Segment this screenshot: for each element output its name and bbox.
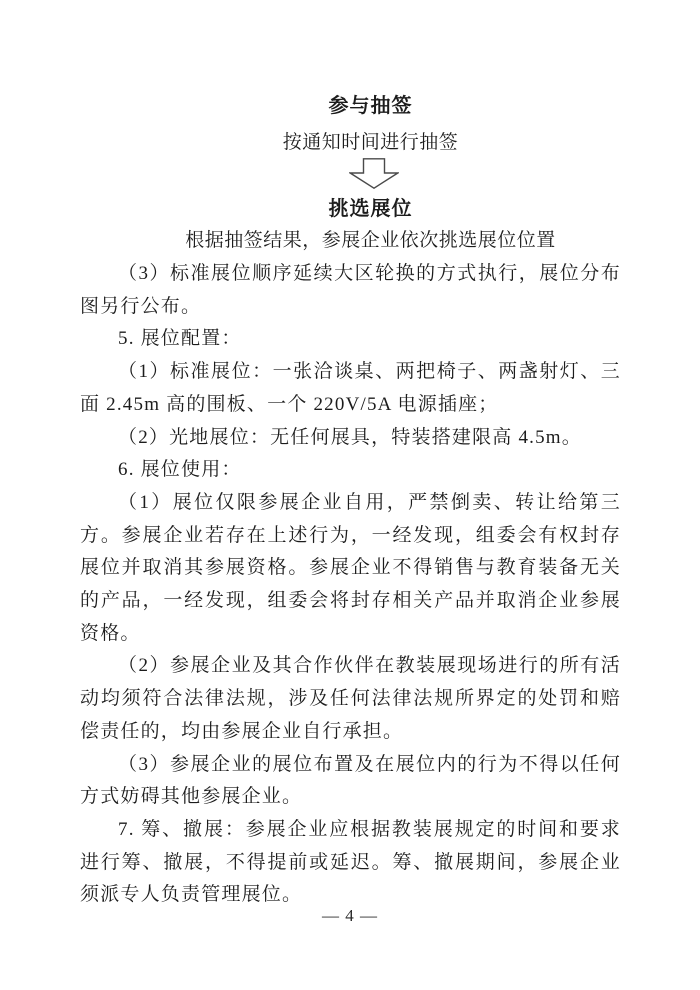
body-paragraph: 7. 筹、撤展：参展企业应根据教装展规定的时间和要求进行筹、撤展，不得提前或延迟。筹、撤展期间，参展企业须派专人负责管理展位。 <box>80 818 621 906</box>
body-paragraph: 6. 展位使用： <box>118 459 242 481</box>
body-paragraph: （1）标准展位：一张洽谈桌、两把椅子、两盏射灯、三面 2.45m 高的围板、一个 220V/5A 电源插座； <box>80 361 621 415</box>
body-paragraph: （3）标准展位顺序延续大区轮换的方式执行，展位分布图另行公布。 <box>80 263 621 317</box>
body-paragraph: （3）参展企业的展位布置及在展位内的行为不得以任何方式妨碍其他参展企业。 <box>80 753 621 808</box>
body-paragraph: 5. 展位配置： <box>118 328 242 350</box>
flow-step-desc-select-booth: 根据抽签结果，参展企业依次挑选展位位置 <box>185 230 556 251</box>
flow-step-title-draw-lots: 参与抽签 <box>328 95 413 117</box>
down-block-arrow-icon <box>349 158 399 189</box>
body-text <box>80 258 621 912</box>
body-paragraph: （2）参展企业及其合作伙伴在教装展现场进行的所有活动均须符合法律法规，涉及任何法律法规所界定的处罚和赔偿责任的，均由参展企业自行承担。 <box>80 655 621 742</box>
page-number: — 4 — <box>322 906 378 925</box>
body-paragraph: （2）光地展位：无任何展具，特装搭建限高 4.5m。 <box>118 426 582 448</box>
body-paragraph: （1）展位仅限参展企业自用，严禁倒卖、转让给第三方。参展企业若存在上述行为，一经发现，组委会有权封存展位并取消其参展资格。参展企业不得销售与教育装备无关的产品，一经发现，组委会将封存相关产品并取消企业参展资格。 <box>80 491 621 644</box>
flow-step-title-select-booth: 挑选展位 <box>328 198 413 220</box>
flow-step-desc-draw-lots: 按通知时间进行抽签 <box>282 132 459 153</box>
